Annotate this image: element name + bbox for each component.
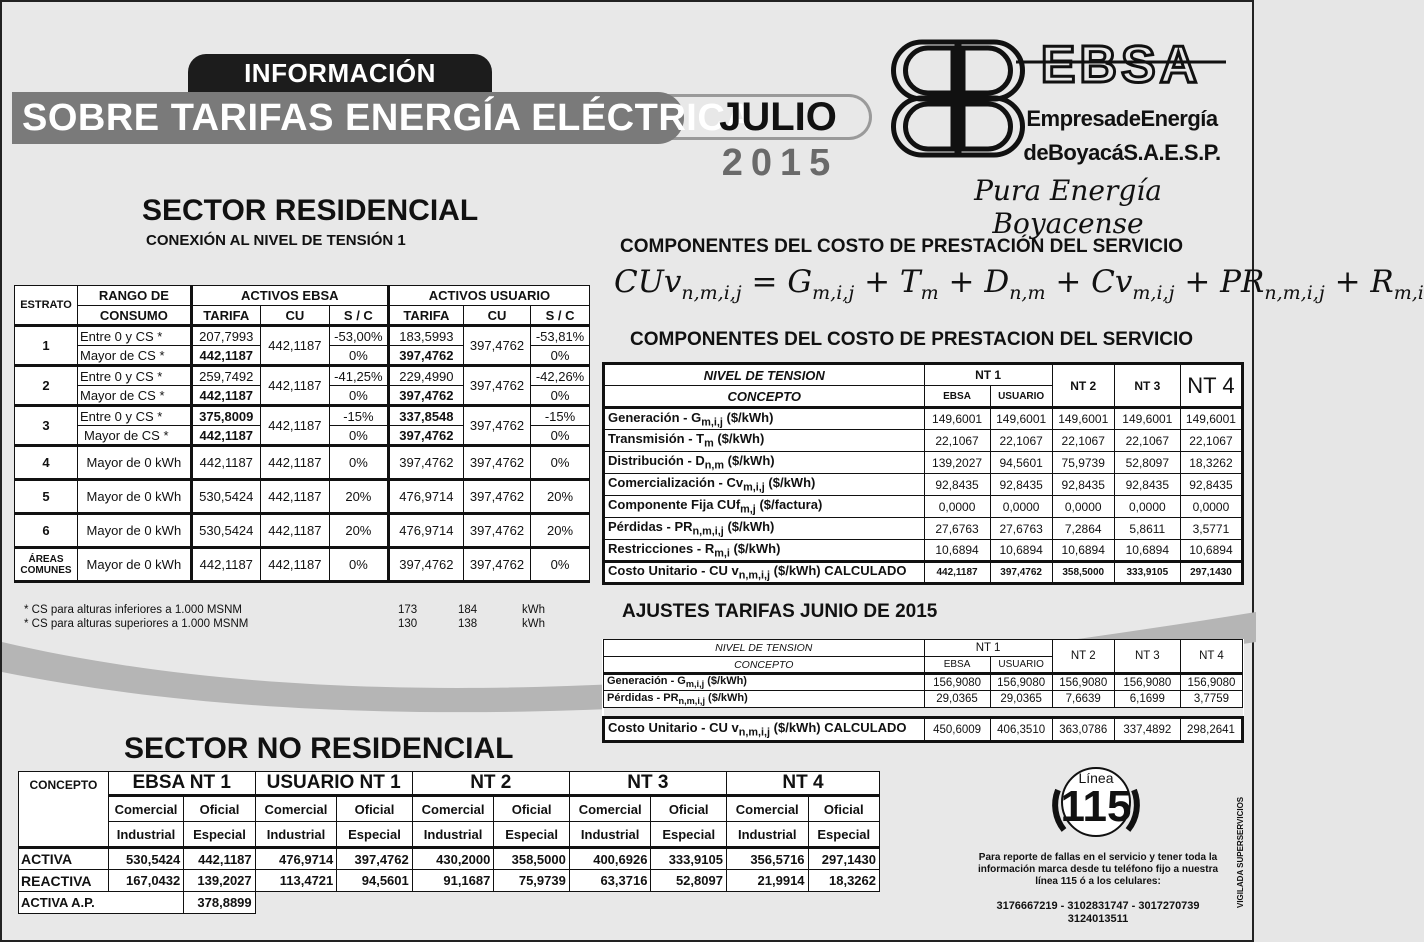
cs-note-1: * CS para alturas inferiores a 1.000 MSNM xyxy=(24,604,242,616)
table-row: REACTIVA 167,0432 139,2027 113,4721 94,5601 91,1687 75,9739 63,3716 52,8097 21,9914 18,3262 xyxy=(19,870,880,892)
table-row: Componente Fija CUf$_{m,j}$ ($/factura) 0,0000 0,0000 0,0000 0,0000 0,0000 xyxy=(604,496,1243,518)
info-pill: INFORMACIÓN xyxy=(188,54,492,92)
components-table-heading: COMPONENTES DEL COSTO DE PRESTACION DEL SERVICIO xyxy=(630,329,1194,350)
cs-note-2-v1: 130 xyxy=(398,618,418,630)
table-row: 5 Mayor de 0 kWh 530,5424 442,1187 20% 476,9714 397,4762 20% xyxy=(15,480,590,514)
components-table: NIVEL DE TENSION NT 1 NT 2 NT 3 NT 4 CONCEPTO EBSA USUARIO Generación - $G_{m,i,j}$ ($/kWh) 149,6001 149,6001 149,6001 149,6001 149,6001 Transmisión - $T_m$ ($/kWh) 22,1067 22,1067 22,1067 22,1067 22,1067 Distribución - $D_{n,m}$ ($/kWh) 139,2027 94,5601 75,9739 52,8097 18,3262 Comercialización - $Cv_{m,i,j}$ ($/kWh) 92,8435 92,8435 92,8435 92,8435 92,8435 Componente Fija CUf$_{m,j}$ ($/factura) 0,0000 0,0000 0,0000 0,0000 0,0000 Pérdidas - $PR_{n,m,i,j}$ ($/kWh) 27,6763 27,6763 7,2864 5,8611 3,5771 Restricciones - $R_{m,i}$ ($/kWh) 10,6894 10,6894 10,6894 10,6894 10,6894 Costo Unitario - CU $v_{n,m,i,j}$ ($/kWh) CALCULADO 442,1187 397,4762 358,5000 333,9105 297,1430 xyxy=(602,362,1244,585)
col-rango: RANGO DE xyxy=(77,286,191,306)
table-row: ACTIVA 530,5424 442,1187 476,9714 397,4762 430,2000 358,5000 400,6926 333,9105 356,5716 297,1430 xyxy=(19,848,880,870)
non-residential-title: SECTOR NO RESIDENCIAL xyxy=(124,732,514,765)
svg-text:EBSA: EBSA xyxy=(1040,36,1202,94)
table-row: ACTIVA A.P. 378,8899 xyxy=(19,892,880,914)
vigilada-label: VIGILADA SUPERSERVICIOS xyxy=(1236,796,1245,908)
table-row: 3 Entre 0 y CS * 375,8009 442,1187 -15% 337,8548 397,4762 -15% xyxy=(15,406,590,426)
company-name-line2: deBoyacáS.A.E.S.P. xyxy=(1023,140,1221,165)
non-residential-table: CONCEPTO EBSA NT 1 USUARIO NT 1 NT 2 NT 3 NT 4 Comercial Oficial Comercial Oficial Comercial Oficial Comercial Oficial Comercial Oficial Industrial Especial Industrial Especial Industrial Especial Industrial Especial Industrial Especial ACTIVA 530,5424 442,1187 476,9714 397,4762 430,2000 358,5000 400,6926 333,9105 356,5716 297,1430 REACTIVA 167,0432 139,2027 113,4721 94,5601 91,1687 75,9739 63,3716 52,8097 21,9914 18,3262 ACTIVA A.P. 378,8899 xyxy=(18,771,880,914)
page-title: SOBRE TARIFAS ENERGÍA ELÉCTRICA xyxy=(12,92,684,144)
components-heading: COMPONENTES DEL COSTO DE PRESTACIÓN DEL SERVICIO xyxy=(620,236,1184,257)
table-row: ÁREAS COMUNES Mayor de 0 kWh 442,1187 442,1187 0% 397,4762 397,4762 0% xyxy=(15,548,590,582)
month-label: JULIO xyxy=(719,95,837,139)
adjustments-table: NIVEL DE TENSION NT 1 NT 2 NT 3 NT 4 CONCEPTO EBSA USUARIO Generación - $G_{m,i,j}$ ($/kWh) 156,9080 156,9080 156,9080 156,9080 156,9080 Pérdidas - $PR_{n,m,i,j}$ ($/kWh) 29,0365 29,0365 7,6639 6,1699 3,7759 Costo Unitario - CU $v_{n,m,i,j}$ ($/kWh) CALCULADO 450,6009 406,3510 363,0786 337,4892 298,2641 xyxy=(602,639,1244,743)
total-row: Costo Unitario - CU $v_{n,m,i,j}$ ($/kWh) CALCULADO 450,6009 406,3510 363,0786 337,4892 298,2641 xyxy=(604,718,1243,742)
col-estrato: ESTRATO xyxy=(15,286,78,326)
table-row: 4 Mayor de 0 kWh 442,1187 442,1187 0% 397,4762 397,4762 0% xyxy=(15,446,590,480)
ebsa-logo-icon xyxy=(908,38,1008,160)
table-row: Mayor de CS * 442,1187 0% 397,4762 0% xyxy=(15,426,590,446)
company-name-line1: EmpresadeEnergía xyxy=(1026,106,1218,131)
adjustments-title: AJUSTES TARIFAS JUNIO DE 2015 xyxy=(622,601,938,622)
cs-note-2-v2: 138 xyxy=(458,618,478,630)
contact-text: Para reporte de fallas en el servicio y tener toda la información marca desde tu teléfono fijo a nuestra línea 115 ó a los celulares: xyxy=(977,852,1219,887)
col-tarifa: TARIFA xyxy=(191,306,260,326)
line-number: 115 xyxy=(1060,782,1132,831)
table-row: 6 Mayor de 0 kWh 530,5424 442,1187 20% 476,9714 397,4762 20% xyxy=(15,514,590,548)
residential-title: SECTOR RESIDENCIAL xyxy=(142,194,479,227)
cs-note-1-v2: 184 xyxy=(458,604,478,616)
cs-note-2-unit: kWh xyxy=(522,618,545,630)
contact-phones: 3176667219 - 3102831747 - 3017270739 3124013511 xyxy=(996,900,1200,925)
col-sc: S / C xyxy=(531,306,590,326)
cs-note-1-v1: 173 xyxy=(398,604,418,616)
col-tarifa: TARIFA xyxy=(388,306,463,326)
col-cu: CU xyxy=(260,306,329,326)
table-row: Mayor de CS * 442,1187 0% 397,4762 0% xyxy=(15,386,590,406)
col-activos-ebsa: ACTIVOS EBSA xyxy=(191,286,388,306)
col-sc: S / C xyxy=(329,306,388,326)
slogan: Pura Energía Boyacense xyxy=(974,174,1162,240)
line-label: Línea xyxy=(1078,770,1114,786)
col-cu: CU xyxy=(464,306,531,326)
residential-table xyxy=(14,285,590,583)
cs-note-1-unit: kWh xyxy=(522,604,545,616)
table-row: Pérdidas - $PR_{n,m,i,j}$ ($/kWh) 29,0365 29,0365 7,6639 6,1699 3,7759 xyxy=(604,691,1243,708)
table-row: Generación - $G_{m,i,j}$ ($/kWh) 156,9080 156,9080 156,9080 156,9080 156,9080 xyxy=(604,674,1243,691)
table-row: 1 Entre 0 y CS * 207,7993 442,1187 -53,00% 183,5993 397,4762 -53,81% xyxy=(15,326,590,346)
table-row: Transmisión - $T_m$ ($/kWh) 22,1067 22,1067 22,1067 22,1067 22,1067 xyxy=(604,430,1243,452)
residential-subtitle: CONEXIÓN AL NIVEL DE TENSIÓN 1 xyxy=(146,232,406,249)
ebsa-wordmark xyxy=(1016,36,1226,94)
table-row: Distribución - $D_{n,m}$ ($/kWh) 139,2027 94,5601 75,9739 52,8097 18,3262 xyxy=(604,452,1243,474)
col-activos-usuario: ACTIVOS USUARIO xyxy=(388,286,589,306)
cost-formula: $CUv_{n,m,i,j} = G_{m,i,j} + T_m + D_{n,m} + Cv_{m,i,j} + PR_{n,m,i,j} + R_{m,i}$ xyxy=(614,264,1424,305)
total-row: Costo Unitario - CU $v_{n,m,i,j}$ ($/kWh) CALCULADO 442,1187 397,4762 358,5000 333,9105 297,1430 xyxy=(604,562,1243,584)
table-row: Pérdidas - $PR_{n,m,i,j}$ ($/kWh) 27,6763 27,6763 7,2864 5,8611 3,5771 xyxy=(604,518,1243,540)
table-row: 2 Entre 0 y CS * 259,7492 442,1187 -41,25% 229,4990 397,4762 -42,26% xyxy=(15,366,590,386)
table-row: Restricciones - $R_{m,i}$ ($/kWh) 10,6894 10,6894 10,6894 10,6894 10,6894 xyxy=(604,540,1243,562)
table-row: Comercialización - $Cv_{m,i,j}$ ($/kWh) 92,8435 92,8435 92,8435 92,8435 92,8435 xyxy=(604,474,1243,496)
table-row: Generación - $G_{m,i,j}$ ($/kWh) 149,6001 149,6001 149,6001 149,6001 149,6001 xyxy=(604,408,1243,430)
col-consumo: CONSUMO xyxy=(77,306,191,326)
cs-note-2: * CS para alturas superiores a 1.000 MSNM xyxy=(24,618,249,630)
year-label: 2015 xyxy=(721,142,839,184)
table-row: Mayor de CS * 442,1187 0% 397,4762 0% xyxy=(15,346,590,366)
